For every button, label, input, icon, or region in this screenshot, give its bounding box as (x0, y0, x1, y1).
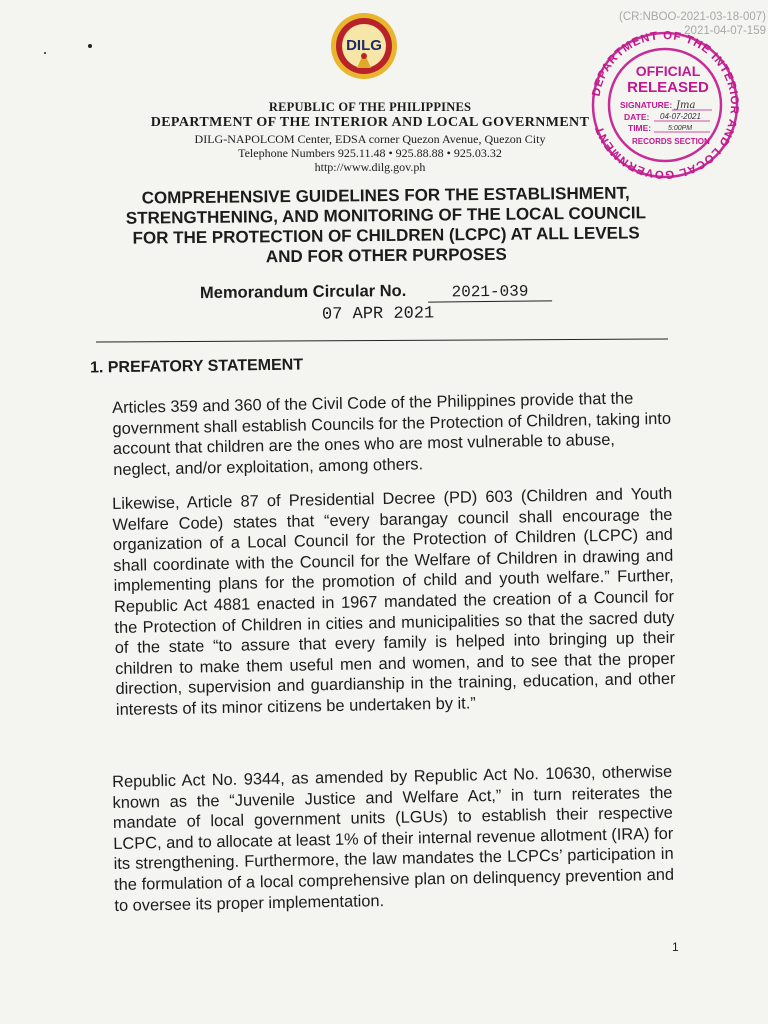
svg-text:RECORDS SECTION: RECORDS SECTION (632, 137, 710, 146)
paragraph-ra-9344: Republic Act No. 9344, as amended by Republic Act No. 10630, otherwise known as the “Juvenile Justice and Welfare Act,” in turn reiterates the mandate of local government units (LGUs) to establish their respective LCPC, and to allocate at least 1% of their internal revenue allotment (IRA) for its strengthening. Furthermore, the law mandates the LCPCs’ participation in the formulation of a local comprehensive plan on delinquency prevention and to oversee its proper implementation. (112, 762, 675, 915)
svg-text:04-07-2021: 04-07-2021 (660, 112, 701, 121)
svg-text:SIGNATURE:: SIGNATURE: (620, 100, 673, 110)
header-website[interactable]: http://www.dilg.gov.ph (314, 160, 426, 174)
paragraph-pd-603: Likewise, Article 87 of Presidential Decree (PD) 603 (Children and Youth Welfare Code) states that “every barangay council shall encourage the organization of a Local Council for the Protection of Children (LCPC) and shall coordinate with the Council for the Welfare of Children in drawing and implementing plans for the promotion of child and youth welfare.” Further, Republic Act 4881 enacted in 1967 mandated the creation of a Council for the Protection of Children in cities and municipalities so that the sacred duty of the state “to assure that every family is helped into bringing up their children to make them useful men and women, and to see that the proper direction, supervision and guardianship in the training, education, and other interests of its minor citizens be undertaken by it.” (112, 484, 676, 719)
svg-text:DATE:: DATE: (624, 112, 650, 122)
divider-rule (96, 339, 668, 343)
header-address: DILG-NAPOLCOM Center, EDSA corner Quezon Avenue, Quezon City (194, 132, 546, 146)
document-title: COMPREHENSIVE GUIDELINES FOR THE ESTABLISHMENT, STRENGTHENING, AND MONITORING OF THE LOCAL COUNCIL FOR THE PROTECTION OF CHILDREN (LCPC) AT ALL LEVELS AND FOR OTHER PURPOSES (125, 183, 647, 267)
memorandum-circular-label: Memorandum Circular No. (199, 281, 407, 303)
section-heading: 1. PREFATORY STATEMENT (89, 356, 304, 377)
svg-text:RELEASED: RELEASED (627, 79, 709, 96)
svg-text:DILG: DILG (346, 37, 382, 54)
reference-code: (CR:NBOO-2021-03-18-007) 2021-04-07-159 (618, 11, 766, 37)
svg-text:5:00PM: 5:00PM (668, 125, 693, 132)
svg-text:OFFICIAL: OFFICIAL (635, 63, 701, 79)
scan-speck (88, 44, 92, 48)
svg-text:DEPARTMENT OF THE INTERIOR AND: DEPARTMENT OF THE INTERIOR AND LOCAL GOVERNMENT (590, 30, 740, 180)
memorandum-date: 07 APR 2021 (321, 304, 435, 325)
memorandum-circular-number: 2021-039 (428, 282, 552, 302)
dilg-seal-logo (330, 12, 398, 80)
page-number: 1 (672, 940, 679, 954)
svg-text:TIME:: TIME: (628, 123, 652, 133)
official-released-stamp (590, 30, 740, 180)
header-department: DEPARTMENT OF THE INTERIOR AND LOCAL GOVERNMENT (150, 115, 590, 130)
paragraph-civil-code: Articles 359 and 360 of the Civil Code of the Philippines provide that the government shall establish Councils for the Protection of Children, taking into account that children are the ones who are most vulnerable to abuse, neglect, and/or exploitation, among others. (112, 389, 672, 479)
header-republic: REPUBLIC OF THE PHILIPPINES (268, 100, 472, 114)
header-phones: Telephone Numbers 925.11.48 • 925.88.88 • 925.03.32 (238, 146, 502, 160)
scan-speck (44, 52, 46, 54)
svg-text:Jma: Jma (676, 100, 696, 111)
